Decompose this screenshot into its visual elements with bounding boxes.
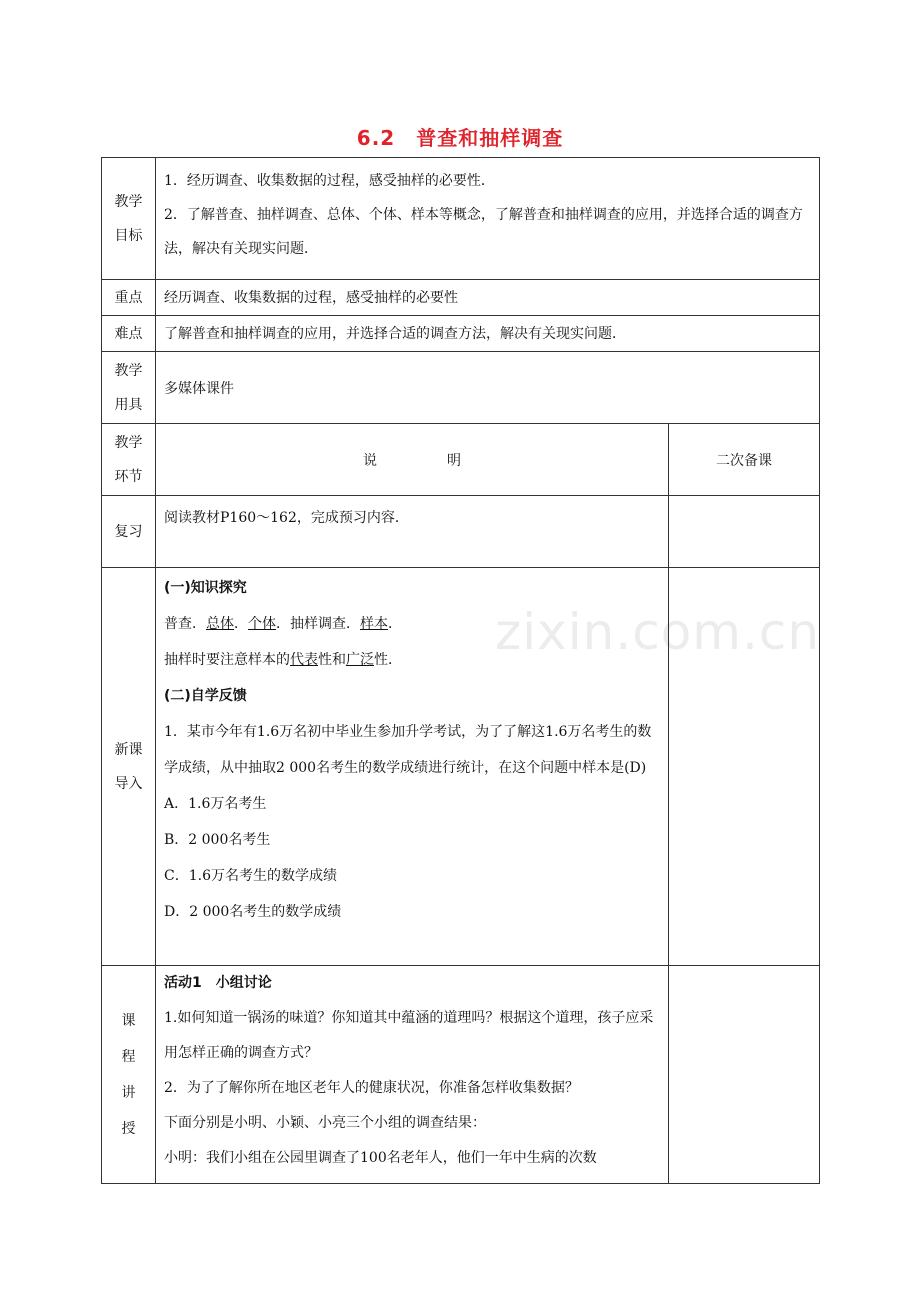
review-notes: [669, 496, 820, 568]
intro-knowledge-2: 抽样时要注意样本的代表性和广泛性．: [164, 652, 402, 668]
row-key-points: [102, 280, 820, 316]
label-goals-line1: 教学: [114, 193, 143, 210]
intro-question-1: 1．某市今年有1.6万名初中毕业生参加升学考试，为了了解这1.6万名考生的数学成绩，从中抽取2 000名考生的数学成绩进行统计，在这个问题中样本是(D): [164, 724, 652, 776]
label-lecture: [102, 966, 156, 1184]
label-intro: [102, 568, 156, 966]
intro-content: [156, 568, 669, 966]
difficulties-content: [156, 316, 820, 352]
review-text: 阅读教材P160～162，完成预习内容．: [164, 510, 409, 526]
intro-option-a: A．1.6万名考生: [164, 796, 267, 812]
label-tools: [102, 352, 156, 424]
intro-notes: [669, 568, 820, 966]
row-lecture: [102, 966, 820, 1184]
tools-content: [156, 352, 820, 424]
label-lecture-line3: 讲: [121, 1084, 136, 1101]
lecture-para-1: 1.如何知道一锅汤的味道？你知道其中蕴涵的道理吗？根据这个道理，孩子应采用怎样正确的调查方式？: [164, 1010, 654, 1061]
review-content: [156, 496, 669, 568]
label-difficulties: 难点: [102, 316, 156, 352]
label-review: 复习: [102, 496, 156, 568]
intro-knowledge-1: 普查．总体．个体．抽样调查．样本．: [164, 616, 402, 632]
label-goals: [102, 158, 156, 280]
label-stage-line2: 环节: [114, 468, 143, 485]
goal-2: 2．了解普查、抽样调查、总体、个体、样本等概念，了解普查和抽样调查的应用，并选择合适的调查方法，解决有关现实问题．: [164, 207, 803, 257]
intro-heading-2: (二)自学反馈: [164, 688, 247, 704]
row-stage-header: [102, 424, 820, 496]
label-goals-line2: 目标: [114, 227, 143, 244]
row-difficulties: [102, 316, 820, 352]
label-tools-line2: 用具: [114, 396, 143, 413]
label-lecture-line2: 程: [121, 1048, 136, 1065]
lecture-para-4: 小明：我们小组在公园里调查了100名老年人，他们一年中生病的次数: [164, 1150, 597, 1166]
goal-1: 1．经历调查、收集数据的过程，感受抽样的必要性．: [164, 173, 495, 189]
difficulties-text: 了解普查和抽样调查的应用，并选择合适的调查方法，解决有关现实问题．: [164, 325, 626, 342]
label-tools-line1: 教学: [114, 362, 143, 379]
lecture-notes: [669, 966, 820, 1184]
document-title: 6.2 普查和抽样调查: [356, 126, 564, 150]
intro-option-c: C．1.6万名考生的数学成绩: [164, 868, 337, 884]
header-description: 说 明: [156, 424, 669, 496]
tools-text: 多媒体课件: [164, 380, 234, 397]
intro-option-b: B．2 000名考生: [164, 832, 271, 848]
label-lecture-line1: 课: [121, 1012, 136, 1029]
row-tools: [102, 352, 820, 424]
key-points-text: 经历调查、收集数据的过程，感受抽样的必要性: [164, 289, 458, 306]
goals-content: [156, 158, 820, 280]
label-intro-line1: 新课: [114, 741, 143, 758]
lecture-content: [156, 966, 669, 1184]
row-intro: [102, 568, 820, 966]
label-stage: [102, 424, 156, 496]
label-key-points: 重点: [102, 280, 156, 316]
row-review: [102, 496, 820, 568]
label-lecture-line4: 授: [121, 1120, 136, 1137]
lecture-para-3: 下面分别是小明、小颖、小亮三个小组的调查结果：: [164, 1115, 486, 1131]
label-stage-line1: 教学: [114, 434, 143, 451]
intro-option-d: D．2 000名考生的数学成绩: [164, 904, 342, 920]
lecture-heading: 活动1 小组讨论: [164, 975, 272, 991]
label-intro-line2: 导入: [114, 775, 143, 792]
lesson-plan-table: [101, 157, 820, 1184]
intro-heading-1: (一)知识探究: [164, 580, 247, 596]
watermark: zixin.com.cn: [495, 603, 821, 661]
row-goals: [102, 158, 820, 280]
lecture-para-2: 2．为了了解你所在地区老年人的健康状况，你准备怎样收集数据？: [164, 1080, 579, 1096]
key-points-content: [156, 280, 820, 316]
header-notes: 二次备课: [669, 424, 820, 496]
